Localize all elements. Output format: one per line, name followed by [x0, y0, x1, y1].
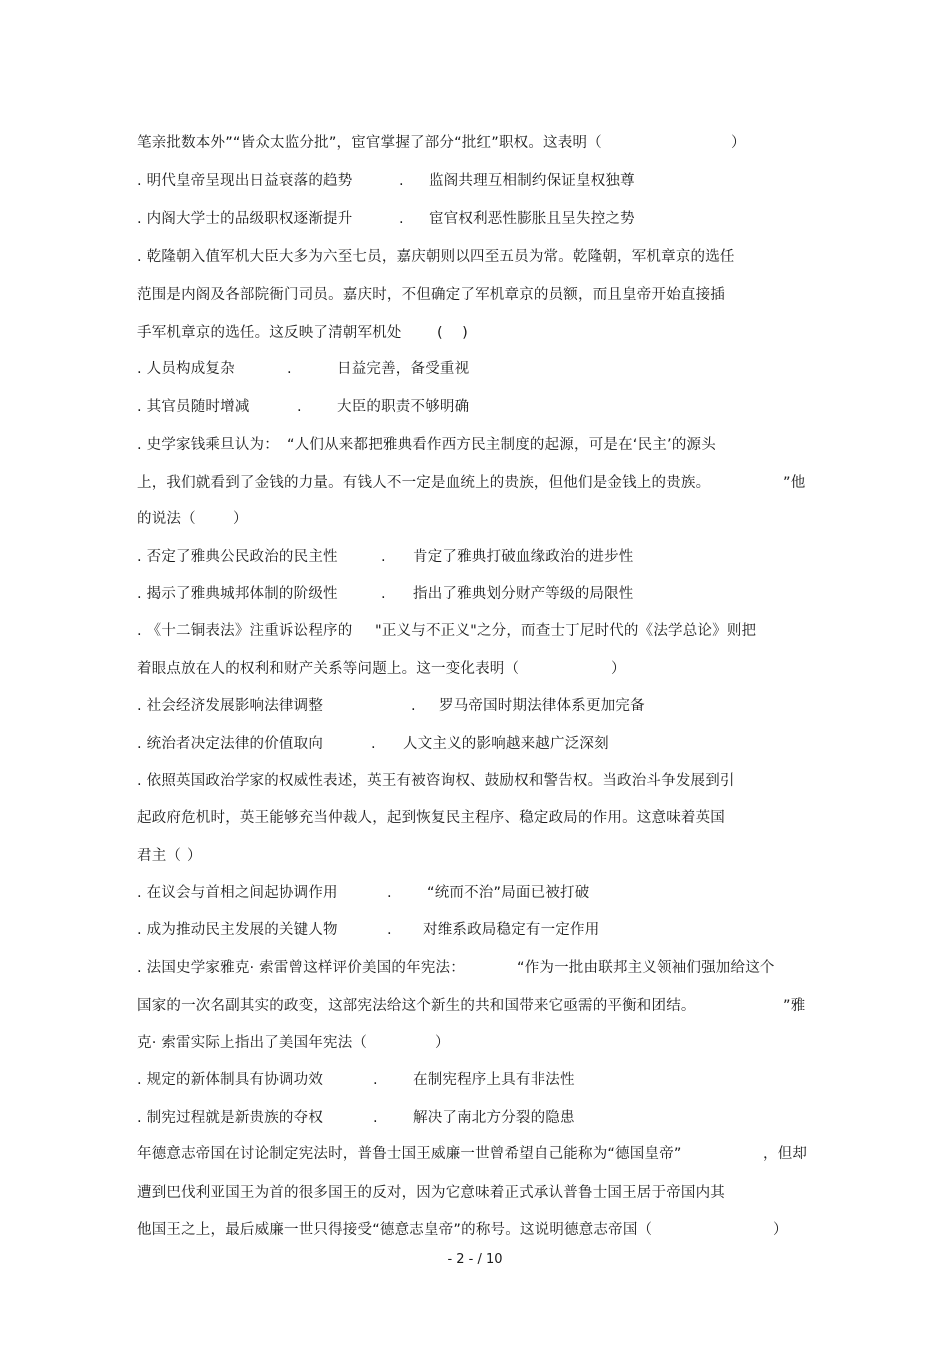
text-segment: .	[381, 549, 386, 565]
text-segment: 上，我们就看到了金钱的力量。有钱人不一定是血统上的贵族，但他们是金钱上的贵族。	[137, 475, 711, 491]
text-segment: "正义与不正义"之分，而查士丁尼时代的《法学总论》则把	[375, 623, 757, 639]
text-segment: 笔亲批数本外”“皆众太监分批”，宦官掌握了部分“批红”职权。这表明（	[137, 135, 602, 151]
text-segment: .	[287, 361, 292, 377]
text-segment: 手军机章京的选任。这反映了清朝军机处	[137, 325, 402, 341]
text-segment: 年德意志帝国在讨论制定宪法时，普鲁士国王威廉一世曾希望自己能称为“德国皇帝”	[137, 1146, 682, 1162]
text-segment: 对维系政局稳定有一定作用	[423, 922, 600, 938]
text-segment: . 成为推动民主发展的关键人物	[137, 922, 338, 938]
text-segment: 日益完善，备受重视	[337, 361, 470, 377]
text-segment: . 在议会与首相之间起协调作用	[137, 885, 338, 901]
text-segment: .	[373, 1110, 378, 1126]
text-segment: 他国王之上，最后威廉一世只得接受“德意志皇帝”的称号。这说明德意志帝国（	[137, 1222, 653, 1238]
text-segment: . 制宪过程就是新贵族的夺权	[137, 1110, 324, 1126]
text-segment: ( )	[437, 325, 468, 341]
text-segment: . 揭示了雅典城邦体制的阶级性	[137, 586, 338, 602]
text-segment: .	[371, 736, 376, 752]
text-segment: 遭到巴伐利亚国王为首的很多国王的反对，因为它意味着正式承认普鲁士国王居于帝国内其	[137, 1185, 725, 1201]
text-segment: . 明代皇帝呈现出日益衰落的趋势	[137, 173, 353, 189]
text-segment: “作为一批由联邦主义领袖们强加给这个	[517, 960, 775, 976]
text-segment: ）	[187, 848, 202, 864]
text-segment: . 规定的新体制具有协调功效	[137, 1072, 324, 1088]
text-segment: ）	[233, 511, 248, 527]
text-segment: .	[387, 922, 392, 938]
text-segment: .	[381, 586, 386, 602]
text-segment: 解决了南北方分裂的隐患	[413, 1110, 575, 1126]
text-segment: 大臣的职责不够明确	[337, 399, 470, 415]
text-segment: ”他	[783, 475, 806, 491]
text-segment: ，但却	[763, 1146, 808, 1162]
text-segment: ）	[435, 1035, 450, 1051]
text-segment: . 统治者决定法律的价值取向	[137, 736, 324, 752]
text-segment: . 乾隆朝入值军机大臣大多为六至七员，嘉庆朝则以四至五员为常。乾隆朝，军机章京的选任	[137, 249, 735, 265]
text-segment: 罗马帝国时期法律体系更加完备	[439, 698, 645, 714]
text-segment: . 法国史学家雅克· 索雷曾这样评价美国的年宪法：	[137, 960, 465, 976]
text-segment: 国家的一次名副其实的政变，这部宪法给这个新生的共和国带来它亟需的平衡和团结。	[137, 998, 696, 1014]
page-number: - 2 - / 10	[447, 1252, 503, 1267]
text-segment: 宦官权利恶性膨胀且呈失控之势	[429, 211, 635, 227]
text-segment: .	[297, 399, 302, 415]
text-segment: “人们从来都把雅典看作西方民主制度的起源，可是在‘民主’的源头	[287, 437, 716, 453]
text-segment: 监阁共理互相制约保证皇权独尊	[429, 173, 635, 189]
text-segment: ”雅	[783, 998, 806, 1014]
text-segment: . 人员构成复杂	[137, 361, 235, 377]
text-segment: 人文主义的影响越来越广泛深刻	[403, 736, 609, 752]
text-segment: 肯定了雅典打破血缘政治的进步性	[413, 549, 634, 565]
text-segment: . 《十二铜表法》注重诉讼程序的	[137, 623, 353, 639]
text-segment: . 社会经济发展影响法律调整	[137, 698, 324, 714]
text-segment: 在制宪程序上具有非法性	[413, 1072, 575, 1088]
text-segment: 克· 索雷实际上指出了美国年宪法（	[137, 1035, 368, 1051]
text-segment: .	[399, 173, 404, 189]
text-segment: 君主（	[137, 848, 182, 864]
text-segment: ）	[611, 661, 626, 677]
text-segment: . 依照英国政治学家的权威性表述，英王有被咨询权、鼓励权和警告权。当政治斗争发展到引	[137, 773, 735, 789]
text-segment: . 内阁大学士的品级职权逐渐提升	[137, 211, 353, 227]
text-segment: 起政府危机时，英王能够充当仲裁人，起到恢复民主程序、稳定政局的作用。这意味着英国	[137, 810, 725, 826]
text-segment: ）	[731, 135, 746, 151]
text-segment: 指出了雅典划分财产等级的局限性	[413, 586, 634, 602]
text-segment: .	[399, 211, 404, 227]
text-segment: . 史学家钱乘旦认为：	[137, 437, 279, 453]
text-segment: . 其官员随时增减	[137, 399, 250, 415]
text-segment: 范围是内阁及各部院衙门司员。嘉庆时，不但确定了军机章京的员额，而且皇帝开始直接插	[137, 287, 725, 303]
text-segment: .	[411, 698, 416, 714]
text-segment: . 否定了雅典公民政治的民主性	[137, 549, 338, 565]
text-segment: ）	[773, 1222, 788, 1238]
text-segment: 的说法（	[137, 511, 196, 527]
text-segment: “统而不治”局面已被打破	[427, 885, 590, 901]
text-segment: 着眼点放在人的权利和财产关系等问题上。这一变化表明（	[137, 661, 520, 677]
text-segment: .	[373, 1072, 378, 1088]
text-segment: .	[387, 885, 392, 901]
